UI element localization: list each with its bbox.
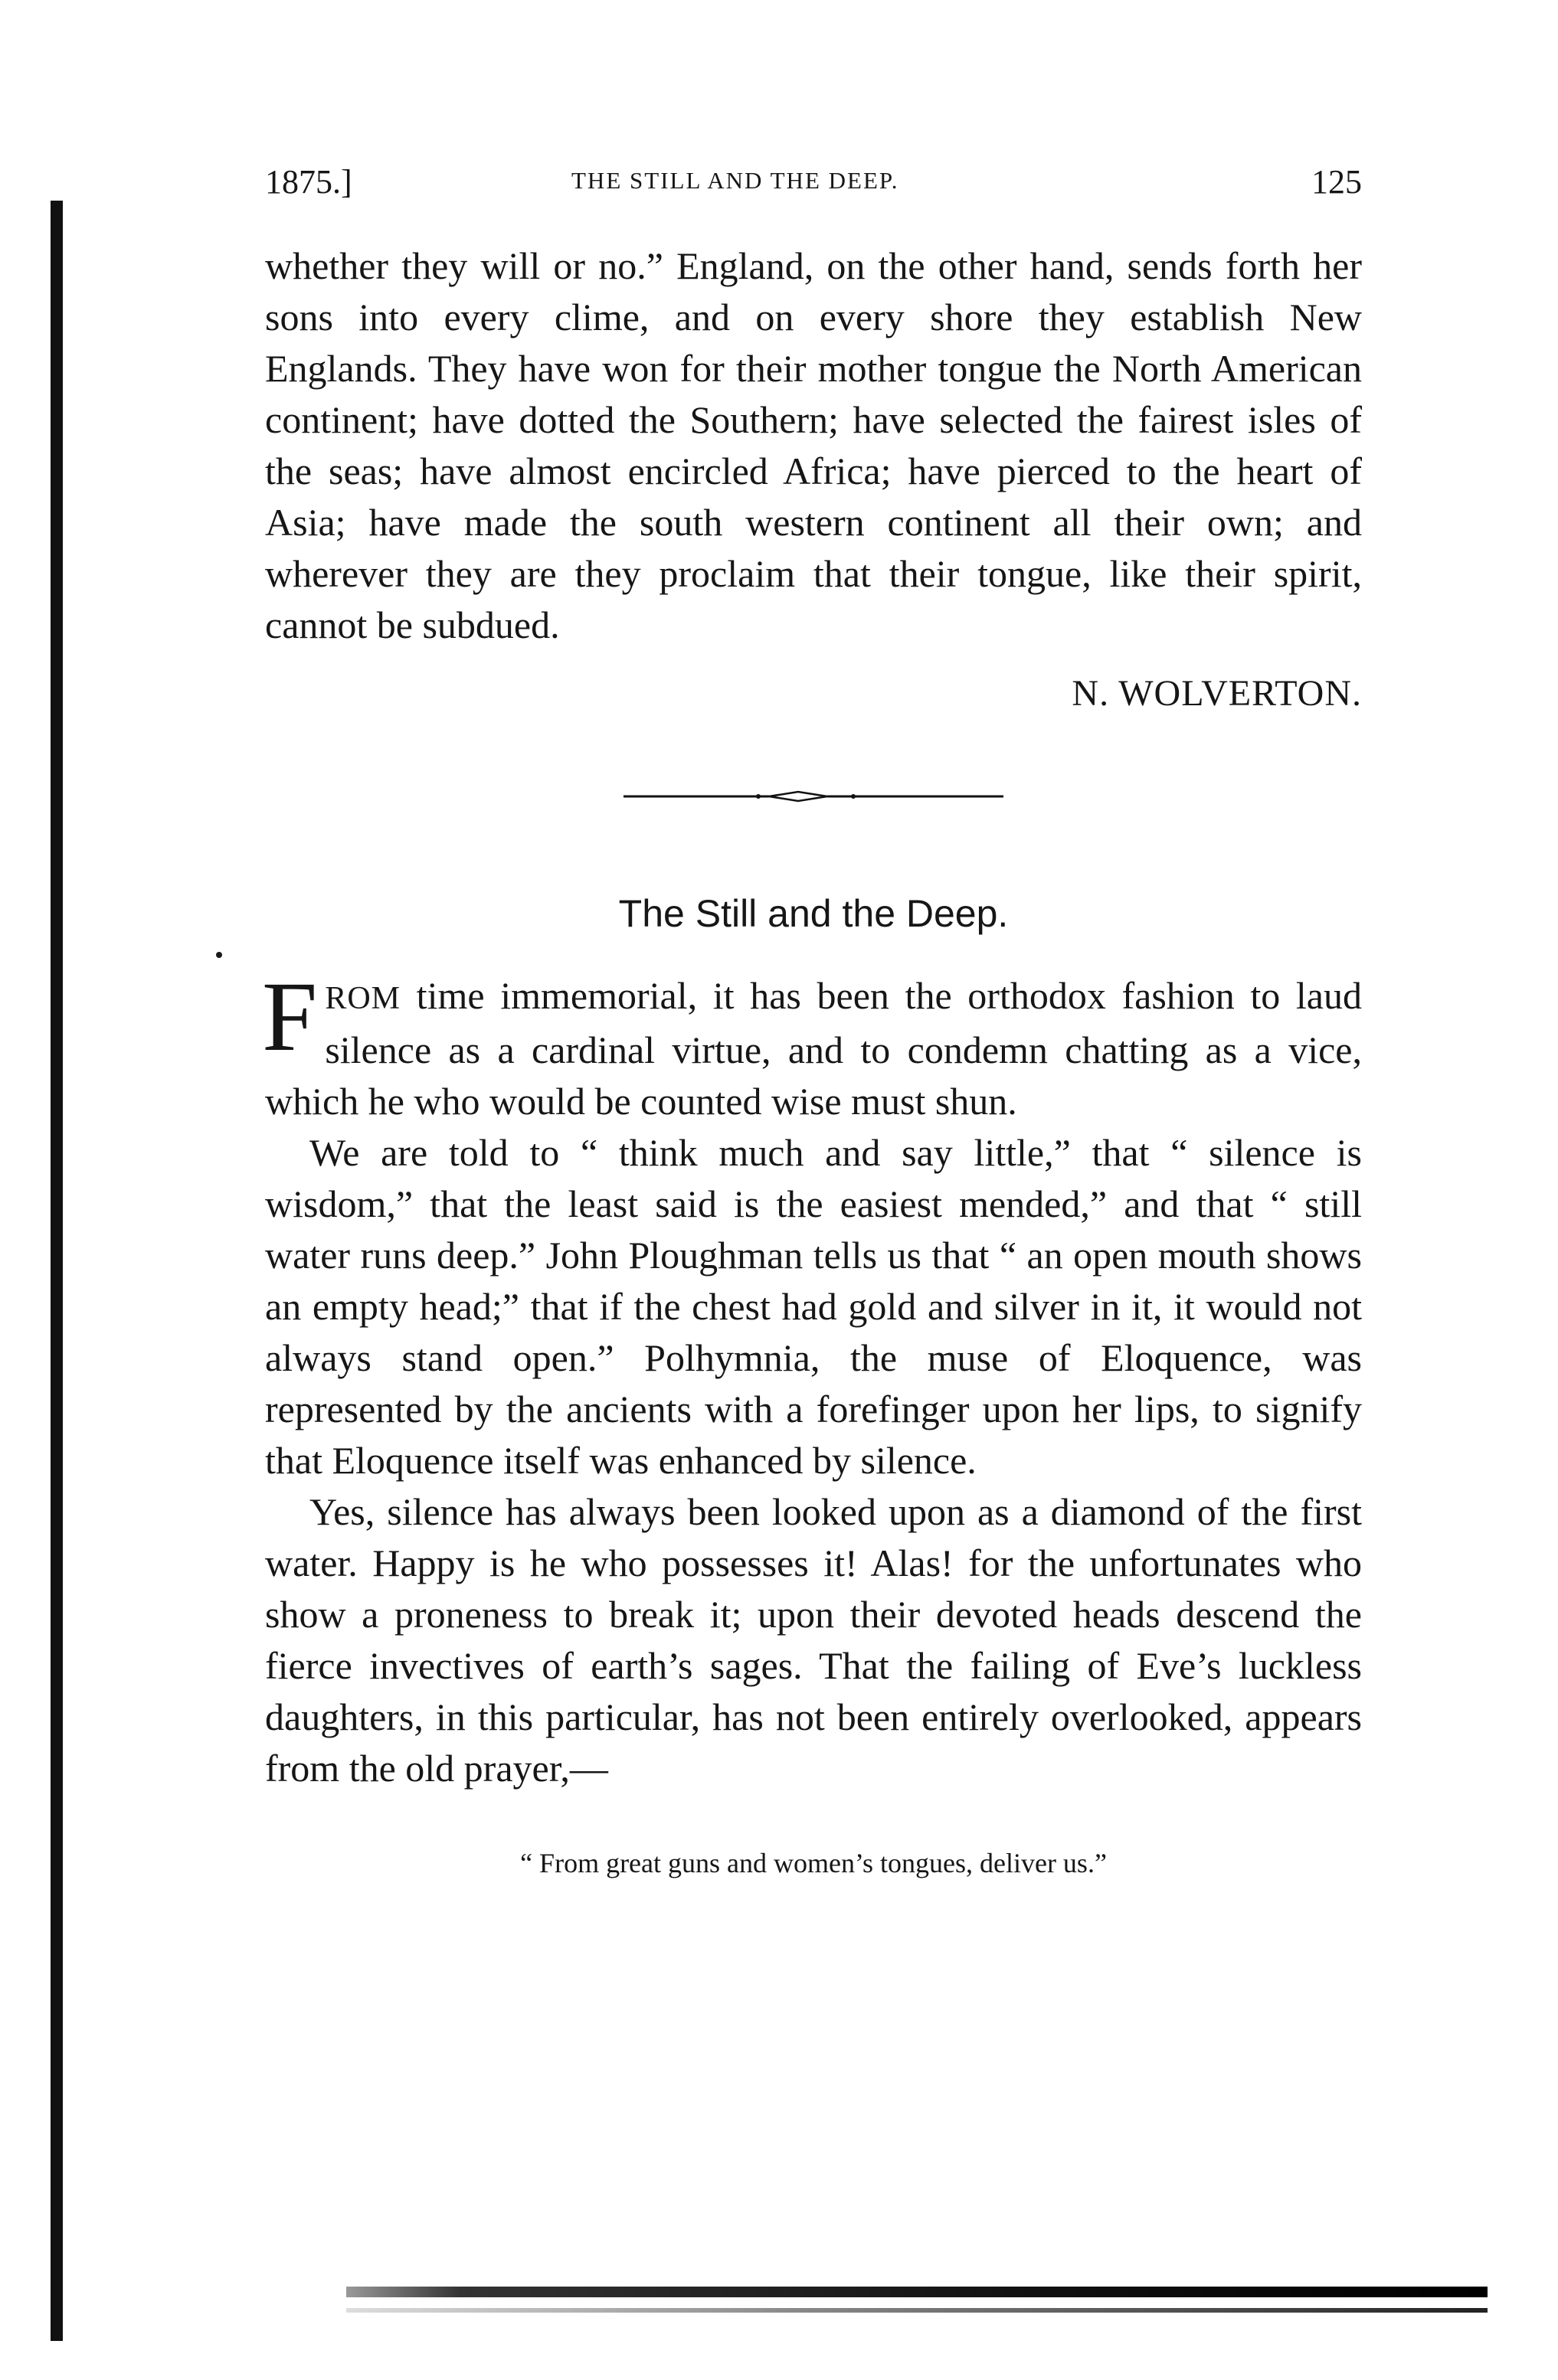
- body-paragraph-2: We are told to “ think much and say little,” that “ silence is wisdom,” that the least said is the easiest mended,” and that “ still water runs deep.” John Ploughman tells us that “ an open mouth shows an empty head;” that if the chest had gold and silver in it, it would not always stand open.” Polhymnia, the muse of Eloquence, was represented by the ancients with a forefinger upon her lips, to signify that Eloquence itself was enhanced by silence.: [265, 1131, 1362, 1482]
- drop-cap: F: [262, 962, 318, 1072]
- margin-dot: [216, 952, 222, 958]
- opening-smallcaps: ROM: [325, 981, 401, 1016]
- binding-shadow: [51, 201, 63, 2341]
- quoted-prayer: “ From great guns and women’s tongues, deliver us.”: [520, 1848, 1107, 1878]
- page-number: 125: [1311, 163, 1362, 201]
- opening-paragraph-text: time immemorial, it has been the orthodox fashion to laud silence as a cardinal virtue, and to condemn chatting as a vice, which he who would be counted wise must shun.: [265, 974, 1362, 1123]
- page-year: 1875.]: [265, 163, 352, 201]
- bottom-rule-shadow: [346, 2308, 1488, 2313]
- running-title: THE STILL AND THE DEEP.: [571, 167, 899, 194]
- opening-paragraph: [262, 962, 1362, 1127]
- book-page: [262, 153, 1362, 1880]
- body-paragraph-3: Yes, silence has always been looked upon as a diamond of the first water. Happy is he who possesses it! Alas! for the unfortunates who show a proneness to break it; upon their devoted heads descend the fierce invectives of earth’s sages. That the failing of Eve’s luckless daughters, in this particular, has not been entirely overlooked, appears from the old prayer,—: [265, 1490, 1362, 1790]
- bottom-rule: [346, 2287, 1488, 2297]
- running-head: [265, 153, 1362, 207]
- article-title: The Still and the Deep.: [618, 892, 1009, 935]
- continuation-paragraph: whether they will or no.” England, on the other hand, sends forth her sons into every clime, and on every shore they establish New Englands. They have won for their mother tongue the North American continent; have dotted the Southern; have selected the fairest isles of the seas; have almost encircled Africa; have pierced to the heart of Asia; have made the south western continent all their own; and wherever they are they proclaim that their tongue, like their spirit, cannot be subdued.: [265, 244, 1362, 646]
- author-signature: N. WOLVERTON.: [1072, 673, 1362, 714]
- section-divider-ornament: [624, 789, 1003, 804]
